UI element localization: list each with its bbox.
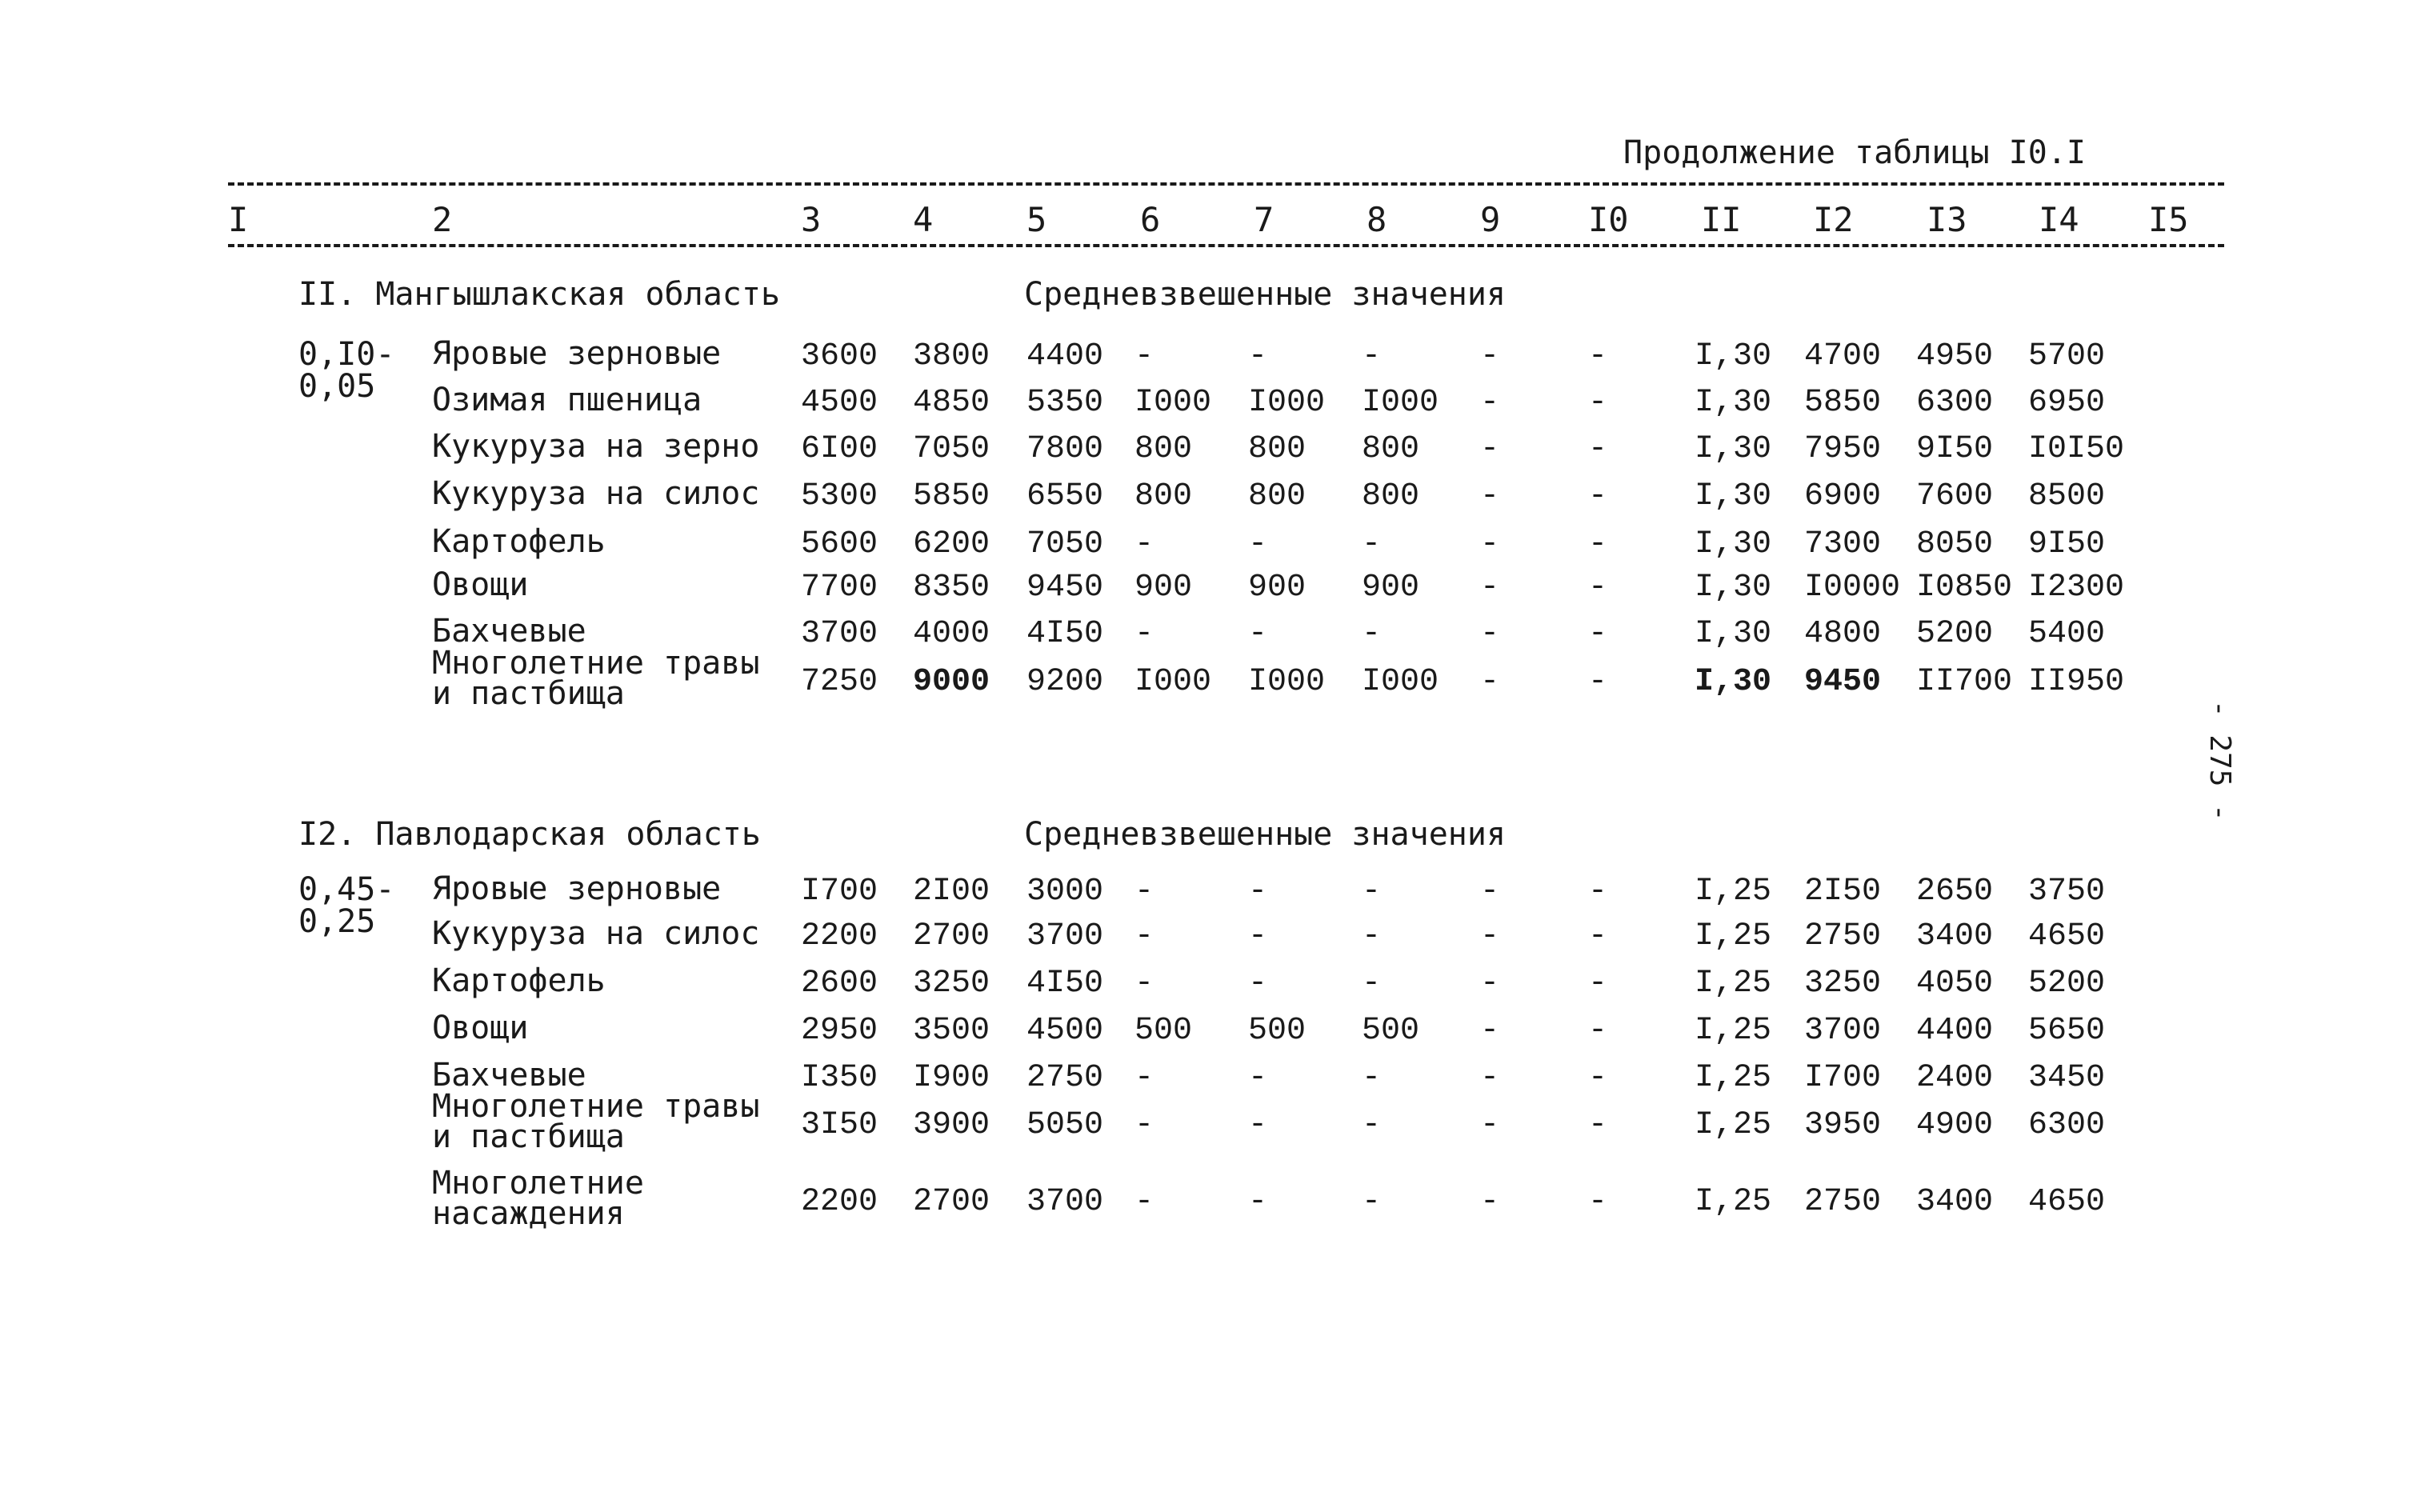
- column-header-2: 2: [432, 200, 453, 239]
- table-cell: I000: [1134, 385, 1212, 421]
- table-cell: 4700: [1804, 338, 1882, 374]
- table-cell: 7800: [1026, 431, 1104, 467]
- table-cell: I,30: [1695, 664, 1772, 700]
- page-number: - 275 -: [2203, 700, 2236, 822]
- table-cell: I2300: [2028, 570, 2125, 606]
- table-cell: 2750: [1804, 1184, 1882, 1220]
- table-cell: 6950: [2028, 385, 2106, 421]
- table-cell: -: [1134, 918, 1154, 954]
- table-cell: 500: [1248, 1013, 1307, 1049]
- table-cell: I,30: [1695, 385, 1772, 421]
- table-cell: 4500: [1026, 1013, 1104, 1049]
- crop-name: Озимая пшеница: [432, 382, 702, 418]
- table-cell: 5700: [2028, 338, 2106, 374]
- table-cell: I000: [1134, 664, 1212, 700]
- table-cell: 2650: [1916, 874, 1994, 910]
- table-cell: I900: [913, 1060, 990, 1096]
- crop-name: Бахчевые: [432, 1057, 586, 1094]
- table-cell: 4I50: [1026, 966, 1104, 1002]
- table-cell: 4800: [1804, 616, 1882, 652]
- table-cell: 5300: [801, 478, 878, 514]
- table-cell: 8500: [2028, 478, 2106, 514]
- table-cell: -: [1480, 874, 1500, 910]
- table-cell: I,25: [1695, 1184, 1772, 1220]
- table-cell: 5400: [2028, 616, 2106, 652]
- table-cell: 7700: [801, 570, 878, 606]
- table-cell: I,30: [1695, 478, 1772, 514]
- table-cell: 2700: [913, 1184, 990, 1220]
- table-cell: 5850: [1804, 385, 1882, 421]
- table-cell: -: [1480, 431, 1500, 467]
- table-cell: 2950: [801, 1013, 878, 1049]
- table-cell: -: [1480, 526, 1500, 562]
- crop-name: Бахчевые: [432, 613, 586, 650]
- table-cell: -: [1248, 1184, 1268, 1220]
- crop-name: Яровые зерновые: [432, 335, 722, 372]
- table-cell: -: [1588, 966, 1608, 1002]
- table-cell: 6900: [1804, 478, 1882, 514]
- table-cell: I000: [1248, 664, 1326, 700]
- table-cell: 5650: [2028, 1013, 2106, 1049]
- table-cell: 7050: [913, 431, 990, 467]
- column-header-8: 8: [1367, 200, 1387, 239]
- table-cell: 800: [1362, 431, 1420, 467]
- range-value: 0,45- 0,25: [298, 871, 395, 940]
- table-cell: 3250: [1804, 966, 1882, 1002]
- section-title: I2. Павлодарская область: [298, 816, 761, 853]
- table-cell: -: [1362, 918, 1382, 954]
- table-cell: 7950: [1804, 431, 1882, 467]
- table-cell: -: [1248, 918, 1268, 954]
- table-cell: 4000: [913, 616, 990, 652]
- table-cell: 4900: [1916, 1107, 1994, 1143]
- table-cell: -: [1248, 526, 1268, 562]
- table-cell: 7250: [801, 664, 878, 700]
- table-cell: -: [1480, 664, 1500, 700]
- table-cell: 900: [1248, 570, 1307, 606]
- table-cell: -: [1588, 526, 1608, 562]
- table-cell: -: [1480, 385, 1500, 421]
- table-cell: I000: [1362, 664, 1439, 700]
- table-cell: -: [1480, 338, 1500, 374]
- table-cell: 4400: [1916, 1013, 1994, 1049]
- crop-name: Овощи: [432, 566, 529, 603]
- table-cell: I,25: [1695, 1107, 1772, 1143]
- table-cell: -: [1588, 570, 1608, 606]
- table-cell: 500: [1362, 1013, 1420, 1049]
- table-cell: -: [1480, 966, 1500, 1002]
- table-cell: 8350: [913, 570, 990, 606]
- table-cell: 5050: [1026, 1107, 1104, 1143]
- column-header-7: 7: [1254, 200, 1275, 239]
- table-cell: 800: [1362, 478, 1420, 514]
- column-header-13: I3: [1927, 200, 1967, 239]
- section-subtitle: Средневзвешенные значения: [1024, 816, 1507, 853]
- column-header-3: 3: [801, 200, 822, 239]
- table-cell: 4650: [2028, 1184, 2106, 1220]
- table-cell: I0000: [1804, 570, 1901, 606]
- table-cell: -: [1248, 966, 1268, 1002]
- table-cell: I,30: [1695, 338, 1772, 374]
- table-cell: -: [1588, 478, 1608, 514]
- table-cell: 5200: [1916, 616, 1994, 652]
- crop-name: Многолетние травы и пастбища: [432, 645, 760, 712]
- table-cell: I,25: [1695, 1060, 1772, 1096]
- table-cell: -: [1588, 664, 1608, 700]
- table-cell: I,30: [1695, 431, 1772, 467]
- table-cell: -: [1480, 1060, 1500, 1096]
- table-cell: -: [1588, 338, 1608, 374]
- column-header-6: 6: [1140, 200, 1161, 239]
- table-cell: -: [1134, 526, 1154, 562]
- table-cell: -: [1362, 874, 1382, 910]
- table-cell: -: [1362, 966, 1382, 1002]
- table-cell: 3500: [913, 1013, 990, 1049]
- table-cell: -: [1134, 1184, 1154, 1220]
- crop-name: Кукуруза на зерно: [432, 428, 760, 465]
- column-header-1: I: [228, 200, 249, 239]
- table-cell: 3250: [913, 966, 990, 1002]
- table-cell: 6300: [2028, 1107, 2106, 1143]
- table-cell: 900: [1134, 570, 1193, 606]
- table-cell: 2750: [1804, 918, 1882, 954]
- column-header-12: I2: [1813, 200, 1854, 239]
- table-cell: -: [1588, 1060, 1608, 1096]
- crop-name: Яровые зерновые: [432, 870, 722, 907]
- table-cell: 800: [1248, 431, 1307, 467]
- table-cell: 800: [1248, 478, 1307, 514]
- table-cell: I000: [1362, 385, 1439, 421]
- table-cell: -: [1134, 874, 1154, 910]
- table-cell: 4400: [1026, 338, 1104, 374]
- table-cell: 6550: [1026, 478, 1104, 514]
- table-cell: 3700: [1026, 1184, 1104, 1220]
- column-header-11: II: [1701, 200, 1742, 239]
- table-cell: I0850: [1916, 570, 2013, 606]
- header-bottom-rule: [228, 244, 2224, 247]
- table-cell: -: [1134, 616, 1154, 652]
- table-cell: 3700: [801, 616, 878, 652]
- table-cell: I,25: [1695, 1013, 1772, 1049]
- table-cell: 2I00: [913, 874, 990, 910]
- table-cell: 3600: [801, 338, 878, 374]
- table-cell: 2I50: [1804, 874, 1882, 910]
- table-cell: 8050: [1916, 526, 1994, 562]
- table-cell: II700: [1916, 664, 2013, 700]
- table-cell: I350: [801, 1060, 878, 1096]
- table-cell: -: [1480, 1184, 1500, 1220]
- table-cell: 3000: [1026, 874, 1104, 910]
- table-cell: -: [1134, 1060, 1154, 1096]
- table-cell: -: [1248, 874, 1268, 910]
- table-cell: 3900: [913, 1107, 990, 1143]
- table-cell: 3800: [913, 338, 990, 374]
- column-header-5: 5: [1026, 200, 1047, 239]
- table-cell: -: [1480, 616, 1500, 652]
- table-cell: 2600: [801, 966, 878, 1002]
- table-cell: 9I50: [1916, 431, 1994, 467]
- table-cell: 6I00: [801, 431, 878, 467]
- table-cell: 4650: [2028, 918, 2106, 954]
- table-cell: 800: [1134, 431, 1193, 467]
- table-cell: 3700: [1026, 918, 1104, 954]
- table-cell: -: [1248, 616, 1268, 652]
- table-cell: -: [1248, 1060, 1268, 1096]
- table-cell: 3950: [1804, 1107, 1882, 1143]
- crop-name: Многолетние насаждения: [432, 1165, 644, 1232]
- table-cell: I,25: [1695, 874, 1772, 910]
- table-cell: 4950: [1916, 338, 1994, 374]
- table-cell: 3400: [1916, 1184, 1994, 1220]
- section-title: II. Мангышлакская область: [298, 276, 781, 313]
- crop-name: Кукуруза на силос: [432, 475, 760, 512]
- table-cell: 2400: [1916, 1060, 1994, 1096]
- table-cell: 4500: [801, 385, 878, 421]
- table-cell: 7300: [1804, 526, 1882, 562]
- column-header-14: I4: [2039, 200, 2079, 239]
- table-cell: -: [1588, 1184, 1608, 1220]
- table-cell: -: [1480, 1013, 1500, 1049]
- table-cell: -: [1362, 616, 1382, 652]
- table-cell: 9450: [1026, 570, 1104, 606]
- column-header-9: 9: [1480, 200, 1501, 239]
- table-cell: 6300: [1916, 385, 1994, 421]
- header-top-rule: [228, 182, 2224, 186]
- table-cell: -: [1588, 1013, 1608, 1049]
- table-cell: 9000: [913, 664, 990, 700]
- table-cell: 5200: [2028, 966, 2106, 1002]
- table-cell: 2700: [913, 918, 990, 954]
- table-cell: -: [1588, 385, 1608, 421]
- section-subtitle: Средневзвешенные значения: [1024, 276, 1507, 313]
- crop-name: Многолетние травы и пастбища: [432, 1088, 760, 1155]
- table-caption: Продолжение таблицы I0.I: [1623, 134, 2086, 171]
- table-cell: I,25: [1695, 966, 1772, 1002]
- column-header-15: I5: [2148, 200, 2189, 239]
- range-value: 0,I0- 0,05: [298, 336, 395, 405]
- table-cell: -: [1362, 526, 1382, 562]
- table-cell: 500: [1134, 1013, 1193, 1049]
- table-cell: 4850: [913, 385, 990, 421]
- table-cell: I,30: [1695, 526, 1772, 562]
- table-cell: II950: [2028, 664, 2125, 700]
- table-cell: 2750: [1026, 1060, 1104, 1096]
- table-cell: 2200: [801, 918, 878, 954]
- table-cell: 5850: [913, 478, 990, 514]
- table-cell: 4050: [1916, 966, 1994, 1002]
- table-cell: -: [1588, 918, 1608, 954]
- table-cell: -: [1588, 1107, 1608, 1143]
- table-cell: 3450: [2028, 1060, 2106, 1096]
- crop-name: Кукуруза на силос: [432, 915, 760, 952]
- table-cell: 9I50: [2028, 526, 2106, 562]
- table-cell: -: [1588, 431, 1608, 467]
- crop-name: Картофель: [432, 523, 606, 560]
- table-cell: 3I50: [801, 1107, 878, 1143]
- table-cell: 9200: [1026, 664, 1104, 700]
- table-cell: -: [1362, 1060, 1382, 1096]
- table-cell: 3700: [1804, 1013, 1882, 1049]
- table-cell: I0I50: [2028, 431, 2125, 467]
- table-cell: I,30: [1695, 616, 1772, 652]
- table-cell: -: [1362, 1184, 1382, 1220]
- table-cell: 800: [1134, 478, 1193, 514]
- column-header-10: I0: [1588, 200, 1629, 239]
- table-cell: 6200: [913, 526, 990, 562]
- crop-name: Картофель: [432, 962, 606, 999]
- table-cell: -: [1134, 966, 1154, 1002]
- table-cell: 7600: [1916, 478, 1994, 514]
- table-cell: 2200: [801, 1184, 878, 1220]
- table-cell: -: [1588, 616, 1608, 652]
- table-cell: -: [1362, 338, 1382, 374]
- table-cell: -: [1248, 338, 1268, 374]
- table-cell: -: [1480, 570, 1500, 606]
- table-cell: 5600: [801, 526, 878, 562]
- crop-name: Овощи: [432, 1010, 529, 1046]
- table-cell: -: [1248, 1107, 1268, 1143]
- table-cell: 7050: [1026, 526, 1104, 562]
- table-cell: -: [1480, 918, 1500, 954]
- table-cell: 3750: [2028, 874, 2106, 910]
- table-cell: I,25: [1695, 918, 1772, 954]
- table-cell: -: [1134, 1107, 1154, 1143]
- table-cell: -: [1134, 338, 1154, 374]
- table-cell: 9450: [1804, 664, 1882, 700]
- table-cell: I700: [801, 874, 878, 910]
- table-cell: I,30: [1695, 570, 1772, 606]
- table-cell: -: [1588, 874, 1608, 910]
- table-cell: -: [1480, 1107, 1500, 1143]
- column-header-4: 4: [913, 200, 934, 239]
- table-cell: -: [1480, 478, 1500, 514]
- table-cell: I000: [1248, 385, 1326, 421]
- table-cell: 4I50: [1026, 616, 1104, 652]
- table-cell: -: [1362, 1107, 1382, 1143]
- table-cell: 3400: [1916, 918, 1994, 954]
- table-cell: I700: [1804, 1060, 1882, 1096]
- table-cell: 900: [1362, 570, 1420, 606]
- table-cell: 5350: [1026, 385, 1104, 421]
